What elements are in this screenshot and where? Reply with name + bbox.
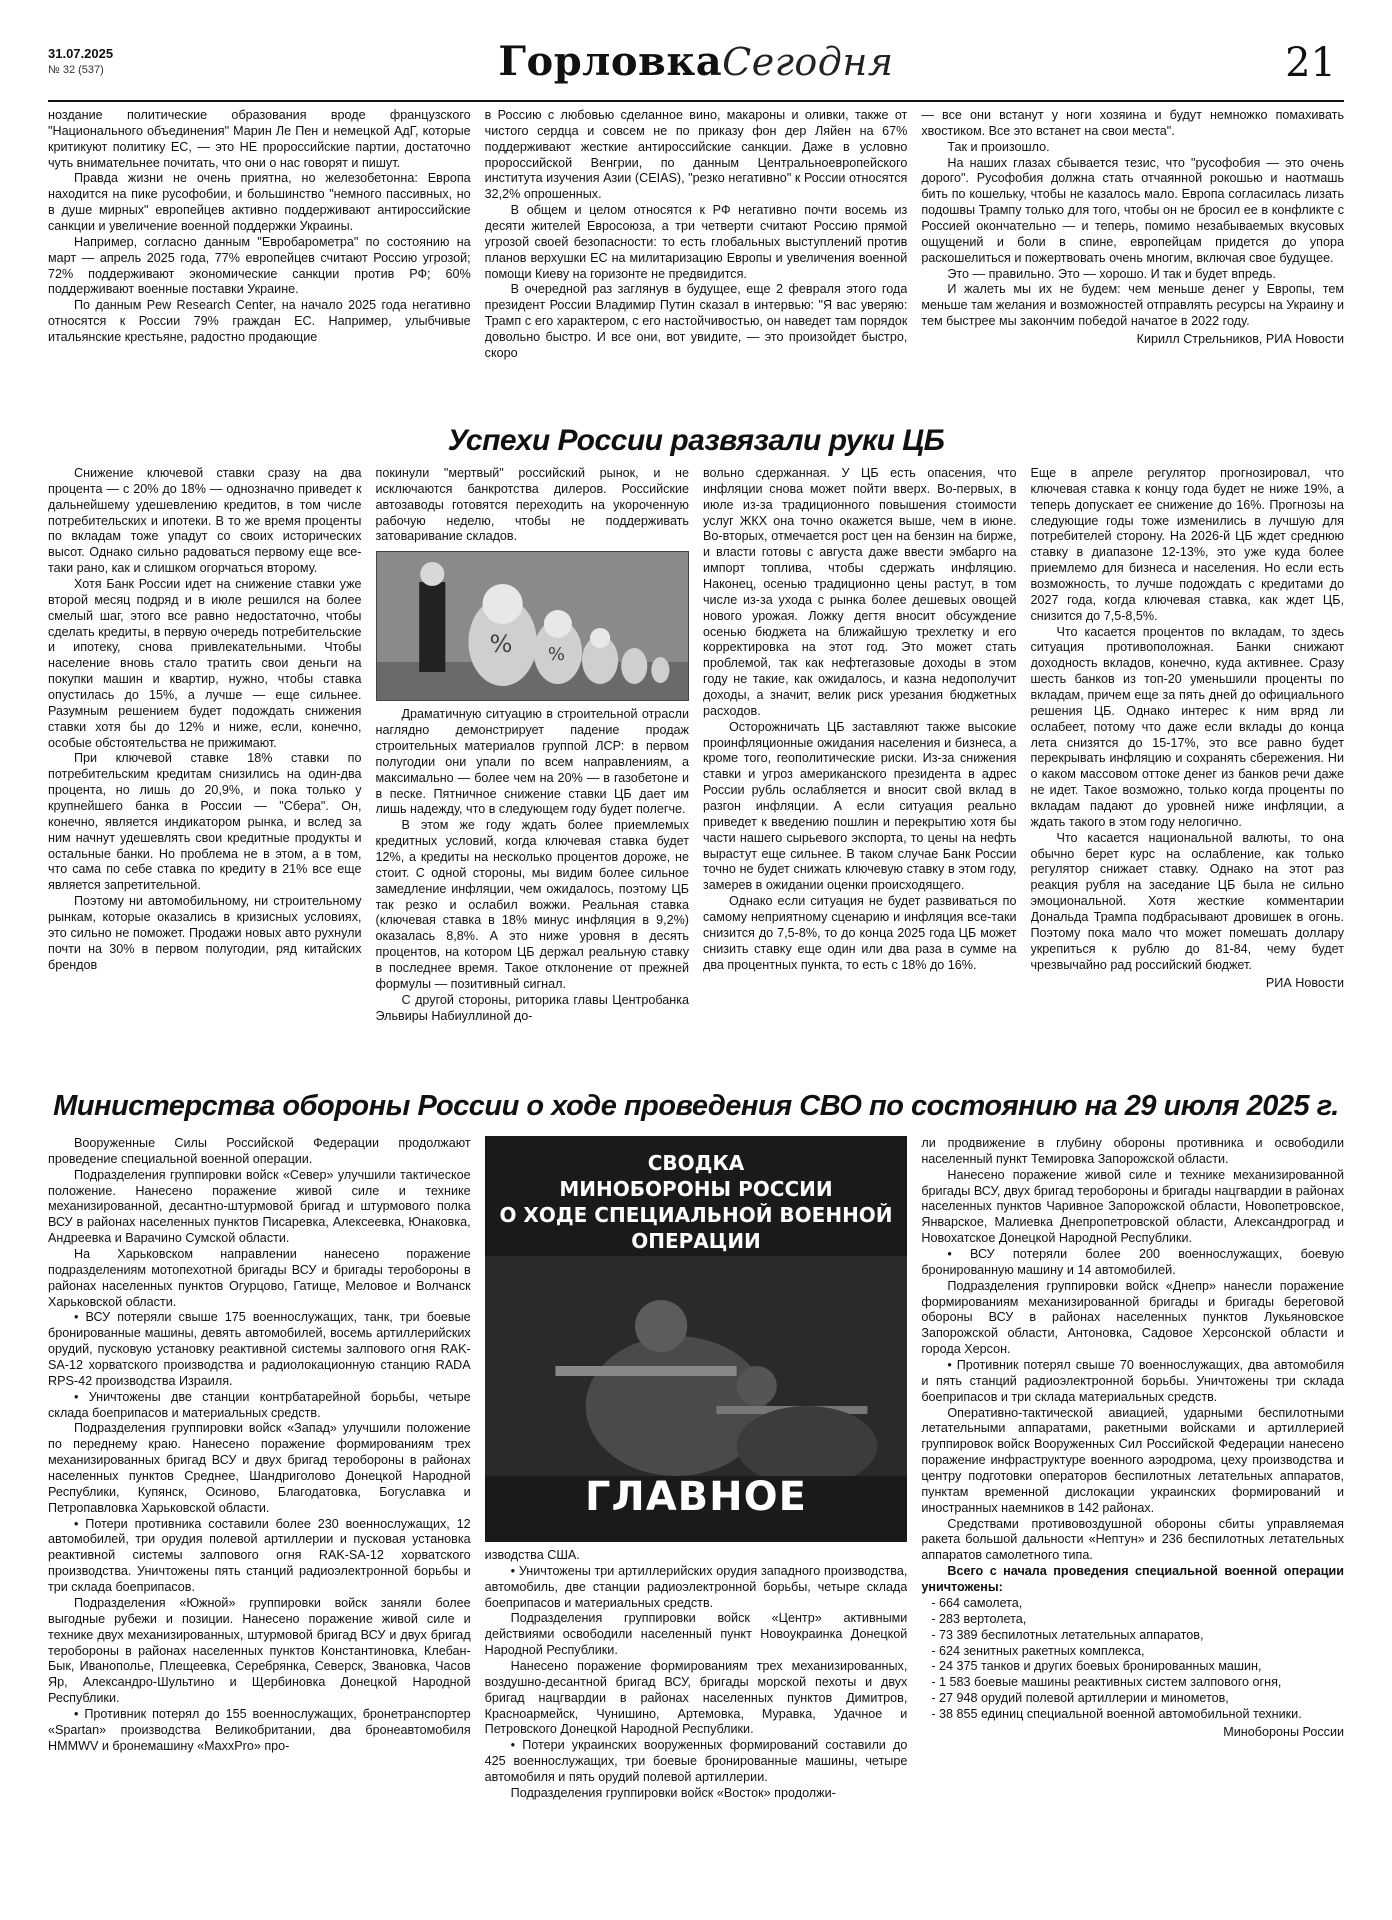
mod-article [48, 1090, 1344, 1910]
paragraph: изводства США. [484, 1548, 580, 1562]
masthead [48, 38, 1344, 85]
mod-article-col-3 [921, 1136, 1344, 1906]
paragraph: Оперативно-тактической авиацией, ударными беспилотными летательными аппаратами, ракетными войсками и артиллерией группировок войск Вооруженных Сил Российской Федерации нанесено поражение инфраструктуре военного аэродрома, цеху производства и центру подготовки операторов беспилотных летательных аппаратов, пунктам временной дислокации украинских формирований и иностранных наемников в 142 районах. [921, 1405, 1345, 1515]
paragraph: Подразделения группировки войск «Запад» улучшили положение по переднему краю. Нанесено поражение формированиям трех механизированных бригад ВСУ и двух бригад теробороны в районах населенных пунктов Среднее, Шандриголово Донецкой Народной Республики, Купянск, Осиново, Благодатовка, Богуславка и Петропавловка Харьковской области. [48, 1421, 471, 1515]
top-article-col-3 [921, 108, 1344, 422]
matryoshka-illustration [377, 552, 689, 701]
totals-list [931, 1596, 1344, 1723]
masthead-subtitle: Сегодня [722, 40, 894, 84]
paragraph: В очередной раз заглянув в будущее, еще 2 февраля этого года президент России Владимир Путин сказал в интервью: "Я вас уверяю: Трамп с его характером, с его настойчивостью, он наведет там порядок довольно быстро. И все они, вот увидите, — это произойдет быстро, скоро [484, 282, 908, 360]
paragraph: Что касается процентов по вкладам, то здесь ситуация противоположная. Банки снижают доходность вкладов, конечно, куда активнее. Сразу шесть банков из топ-20 уменьшили проценты по вкладам, причем еще за пять дней до официального решения ЦБ. Однако интерес к ним вряд ли ослабеет, потому что даже если вклады до конца лета снизятся до 15-17%, это все равно будет перекрывать инфляцию и сохранять сбережения. Ни о каком массовом оттоке денег из банков речи даже не идет. Такое возможно, только когда проценты по вкладам падают до уровней ниже инфляции, а ждать такого в этом году нелогично. [1030, 624, 1344, 829]
paragraph: — все они встанут у ноги хозяина и будут немножко помахивать хвостиком. Все это встанет на свои места". [921, 108, 1345, 138]
issue-number: № 32 (537) [48, 64, 104, 76]
top-article-col-1 [48, 108, 471, 422]
paragraph: • Противник потерял свыше 70 военнослужащих, два автомобиля и пять станций радиоэлектронной борьбы. Уничтожены три склада боеприпасов и три склада материальных средств. [921, 1358, 1345, 1404]
list-item: - 73 389 беспилотных летательных аппаратов, [931, 1627, 1204, 1642]
list-item: - 624 зенитных ракетных комплекса, [931, 1643, 1145, 1658]
paragraph: В этом же году ждать более приемлемых кредитных условий, когда ключевая ставка будет 12%, а кредиты на несколько процентов дороже, не стоит. С одной стороны, мы видим более сильное замедление инфляции, чем ожидалось, поэтому ЦБ так резко и ослабил вожжи. Реальная ставка (ключевая ставка в 18% минус инфляция в 9,2%) оказалась 8,8%. А это ниже уровня в десять процентов, на котором ЦБ держал реальную ставку в последнее время. Такое отклонение от прежней формулы — позитивный сигнал. [375, 818, 689, 991]
paragraph: Нанесено поражение живой силе и технике механизированной бригады ВСУ, двух бригад теробороны и бригады нацгвардии в районах населенных пунктов Чаривное Запорожской области, Новопетровское, Январское, Малиевка Днепропетровской области, Александроград и Новохатское Донецкой Народной Республики. [921, 1167, 1345, 1246]
paragraph: Так и произошло. [947, 139, 1050, 154]
list-item: - 664 самолета, [931, 1595, 1023, 1610]
banner-main-label: ГЛАВНОЕ [585, 1473, 807, 1520]
paragraph: На наших глазах сбывается тезис, что "русофобия — это очень дорого". Русофобия должна стать отчаянной рокошью и наотмашь бить по кошельку, чтобы не казалось мало. Европа согласилась лизать подошвы Трампу только для того, чтобы он не бросил ее в конфликте с Россией окончательно — и теперь, помимо незабываемых вкусовых ощущений и боли в спине, европейцам придется до упора раскошелиться и пожертвовать очень многим, включая свое будущее. [921, 155, 1345, 265]
paragraph: • Уничтожены две станции контрбатарейной борьбы, четыре склада боеприпасов и материальных средств. [48, 1389, 471, 1420]
svg-text:%: % [547, 644, 565, 666]
paragraph: в Россию с любовью сделанное вино, макароны и оливки, также от чистого сердца и совсем не по приказу фон дер Ляйен на 67% поддерживают жесткие антироссийские санкции. Даже в условно пророссийской Венгрии, по данным Центральноевропейского института изучения Азии (CEIAS), "резко негативно" к России относятся 32,2% опрошенных. [484, 108, 908, 202]
paragraph: Подразделения группировки войск «Центр» активными действиями освободили населенный пункт Новоукраинка Донецкой Народной Республики. [484, 1611, 908, 1658]
mod-article-col-2 [485, 1136, 908, 1906]
list-item: - 27 948 орудий полевой артиллерии и минометов, [931, 1691, 1229, 1706]
totals-title: Всего с начала проведения специальной военной операции уничтожены: [921, 1564, 1345, 1595]
cb-article-photo [376, 551, 690, 701]
paragraph: вольно сдержанная. У ЦБ есть опасения, что инфляции снова может пойти вверх. Во-первых, в июле из-за традиционного повышения стоимости услуг ЖКХ она точно окажется выше, чем в июне. Во-вторых, отмечается рост цен на бензин на бирже, и власти готовы с августа даже ввести эмбарго на импорт топлива, чтобы сдержать инфляцию. Наконец, осенью традиционно цены растут, в том числе из-за ухода с рынка более дешевых овощей нового урожая. Ложку дегтя вносит обсуждение осенью бюджета на ближайшую трехлетку и его корректировка на этот год. Это может стать проблемой, так как нефтегазовые доходы в этом году не такие, как ожидалось, и казна недополучит доходы, а значит, велик риск урезания бюджетных расходов. [703, 466, 1017, 718]
paragraph: Что касается национальной валюты, то она обычно берет курс на ослабление, как только регулятор снижает ставку. Однако на этот раз реакция рубля на заседание ЦБ была не сильно эмоциональной. Хотя жесткие комментарии Дональда Трампа подбрасывают дровишек в огонь. Поэтому пока мало что может помешать доллару укрепиться к рублю до 81-84, чему будет чрезвычайно рад российский бюджет. [1030, 830, 1344, 972]
paragraph: Поэтому ни автомобильному, ни строительному рынкам, которые оказались в кризисных условиях, это сильно не поможет. Продажи новых авто рухнули почти на 30% в первом полугодии, ряд китайских брендов [48, 894, 362, 972]
list-item: - 1 583 боевые машины реактивных систем залпового огня, [931, 1675, 1282, 1690]
paragraph: Еще в апреле регулятор прогнозировал, что ключевая ставка к концу года будет не ниже 19%, а теперь допускает ее снижение до 16%. Прогнозы на следующие годы тоже изменились в лучшую для потребителей сторону. На 2026-й ЦБ ждет среднюю ставку в диапазоне 12-13%, это уже куда более приемлемо для бизнеса и населения. Но если есть возможность, то лучше подождать с кредитами до 2027 года, когда ключевая ставка, как ждет ЦБ, снизится до 7,5-8,5%. [1030, 466, 1344, 623]
paragraph: По данным Pew Research Center, на начало 2025 года негативно относятся к России 79% граждан ЕС. Например, улыбчивые итальянские крестьяне, радостно продающие [48, 298, 471, 345]
soldiers-illustration [485, 1256, 908, 1476]
paragraph: • Противник потерял до 155 военнослужащих, бронетранспортер «Spartan» производства Великобритании, два бронеавтомобиля HMMWV и бронемашину «MaxxPro» про- [48, 1706, 471, 1753]
paragraph: • Потери украинских вооруженных формирований составили до 425 военнослужащих, три боевые бронированные машины, четыре автомобиля и пять орудий полевой артиллерии. [484, 1738, 908, 1785]
mod-summary-banner [485, 1136, 908, 1542]
list-item: - 38 855 единиц специальной военной автомобильной техники. [931, 1706, 1302, 1721]
top-article-col-2 [485, 108, 908, 422]
cb-article-col-4 [1031, 466, 1345, 1080]
cb-article-signature: РИА Новости [1265, 975, 1344, 990]
issue-date: 31.07.2025 [48, 46, 114, 61]
paragraph: Например, согласно данным "Евробарометра" по состоянию на март — апрель 2025 года, 77% европейцев считают Россию угрозой; 72% поддерживают экономические санкции против РФ; 60% поддерживают военные поставки Украине. [48, 234, 471, 297]
paragraph: ноздание политические образования вроде французского "Национального объединения" Марин Ле Пен и немецкой АдГ, которые критикуют политику ЕС, — это НЕ пророссийские партии, достаточно чуть внимательнее почитать, что они о нас говорят и пишут. [48, 108, 471, 170]
paragraph: покинули "мертвый" российский рынок, и не исключаются банкротства дилеров. Российские автозаводы готовятся переходить на укороченную рабочую неделю, чтобы не поддерживать затоваривание складов. [375, 466, 689, 544]
list-item: - 24 375 танков и других боевых бронированных машин, [931, 1659, 1262, 1674]
paragraph: Подразделения группировки войск «Днепр» нанесли поражение формированиям механизированной бригады и бригады береговой обороны ВСУ в районах населенных пунктов Лукьяновское Запорожской области, Антоновка, Садовое Херсонской области и города Херсон. [921, 1278, 1345, 1357]
paragraph: Осторожничать ЦБ заставляют также высокие проинфляционные ожидания населения и бизнеса, а кроме того, геополитические риски. Из-за снижения ставки и угроз американского президента в адрес России рубль ослабляется и вносит свой вклад в разгон инфляции. А если ситуация реально приведет к введению пошлин и перекрытию хотя бы части нашего сырьевого экспорта, то цены на нефть вырастут еще сильнее. В таком случае Банк России точно не будет снижать ключевую ставку в этом году, замерев в ожидании оценки происходящего. [703, 719, 1017, 893]
top-article-signature: Кирилл Стрельников, РИА Новости [1136, 332, 1345, 347]
paragraph: Подразделения группировки войск «Восток» продолжи- [510, 1785, 836, 1800]
banner-heading [485, 1150, 908, 1254]
paragraph: Средствами противовоздушной обороны сбиты управляемая ракета большой дальности «Нептун» и 236 беспилотных летательных аппаратов самолетного типа. [921, 1516, 1345, 1563]
paragraph: Снижение ключевой ставки сразу на два процента — с 20% до 18% — однозначно приведет к дальнейшему удешевлению кредитов, в том числе потребительских и ипотеки. В то же время проценты по вкладам тоже упадут со своих исторических высот. Однако сильно радоваться первому еще все-таки рано, как и слишком огорчаться второму. [48, 466, 362, 576]
top-article [48, 108, 1344, 422]
cb-article-headline: Успехи России развязали руки ЦБ [447, 424, 945, 457]
banner-line: О ХОДЕ СПЕЦИАЛЬНОЙ ВОЕННОЙ ОПЕРАЦИИ [499, 1203, 893, 1253]
banner-line: СВОДКА [647, 1151, 745, 1175]
mod-article-signature: Минобороны России [1223, 1724, 1345, 1739]
paragraph: На Харьковском направлении нанесено поражение подразделениям мотопехотной бригады ВСУ и бригады теробороны в районах населенных пунктов Огурцово, Гатище, Меловое и Волчанск Харьковской области. [48, 1247, 471, 1309]
paragraph: Хотя Банк России идет на снижение ставки уже второй месяц подряд и в июле решился на более смелый шаг, этого все равно недостаточно, чтобы сделать кредиты, в первую очередь потребительские и ипотеку, снова привлекательными. Чтобы население вновь стало тратить свои деньги на покупки машин и квартир, нужно, чтобы ставка опустилась до 15%, а лучше — еще сильнее. Разумным решением будет подождать снижения ставки хотя бы до 12% и ниже, если, конечно, особые обстоятельства не прижимают. [48, 577, 362, 750]
svg-text:%: % [489, 630, 512, 659]
masthead-title: Горловка [498, 38, 723, 85]
cb-article [48, 424, 1344, 1084]
paragraph: Это — правильно. Это — хорошо. И так и будет впредь. [947, 266, 1276, 281]
paragraph: Подразделения «Южной» группировки войск заняли более выгодные рубежи и позиции. Нанесено поражение живой силе и технике двух механизированных, штурмовой бригад ВСУ и двух бригад теробороны в районах населенных пунктов Константиновка, Клебан-Бык, Иванополье, Плещеевка, Серебрянка, Северск, Звановка, Часов Яр, Александро-Шультино и Щербиновка Донецкой Народной Республики. [48, 1595, 471, 1706]
paragraph: При ключевой ставке 18% ставки по потребительским кредитам снизились на один-два процента, но лишь до 20,9%, и пока только у крупнейшего банка в России — "Сбера". Он, конечно, является индикатором рынка, и вслед за ним начнут удешевлять свои кредитные продукты и остальные банки. Но проблема не в этом, а в том, что сама по себе ставка по кредиту в 21% все еще является запретительной. [48, 751, 362, 893]
paragraph: Подразделения группировки войск «Север» улучшили тактическое положение. Нанесено поражение живой силе и технике механизированной, десантно-штурмовой бригад и штурмового полка ВСУ в районах населенных пунктов Писаревка, Алексеевка, Юнаковка, Андреевка и Варачино Сумской области. [48, 1167, 471, 1246]
paragraph: • Потери противника составили более 230 военнослужащих, 12 автомобилей, три орудия полевой артиллерии и пусковая установка реактивной системы залпового огня RAK-SA-12 хорватского производства. Уничтожены пять станций радиоэлектронной борьбы и три склада боеприпасов. [48, 1516, 471, 1595]
paragraph: Правда жизни не очень приятна, но железобетонна: Европа находится на пике русофобии, и большинство "немного пассивных, но в душе мирных" европейцев активно поддерживают антироссийские санкции и увеличение военной поддержки Украины. [48, 171, 471, 234]
paragraph: ли продвижение в глубину обороны противника и освободили населенный пункт Темировка Запорожской области. [921, 1136, 1345, 1166]
paragraph: Нанесено поражение формированиям трех механизированных, воздушно-десантной бригад ВСУ, бригады морской пехоты и двух бригад нацгвардии в районах населенных пунктов Димитров, Красноармейск, Чунишино, Артемовка, Муравка, Удачное и Петровского Донецкой Народной Республики. [484, 1659, 908, 1737]
banner-line: МИНОБОРОНЫ РОССИИ [559, 1177, 833, 1201]
paragraph: В общем и целом относятся к РФ негативно почти восемь из десяти жителей Евросоюза, а три четверти считают Россию прямой угрозой своей безопасности: то есть глобальных выступлений против планов верхушки ЕС на милитаризацию Европы и увеличения военной помощи Киеву на горизонте не предвидится. [484, 203, 908, 281]
list-item: - 283 вертолета, [931, 1611, 1027, 1626]
cb-article-col-3 [703, 466, 1017, 1080]
paragraph: И жалеть мы их не будем: чем меньше денег у Европы, тем меньше там желания и возможностей отправлять ресурсы на Украину и тем быстрее мы закончим победой начатое в 2022 году. [921, 282, 1345, 329]
header-rule [48, 100, 1344, 102]
paragraph: Вооруженные Силы Российской Федерации продолжают проведение специальной военной операции. [48, 1136, 471, 1166]
page-number: 21 [1285, 40, 1336, 86]
page-header [48, 38, 1344, 102]
paragraph: • ВСУ потеряли свыше 175 военнослужащих, танк, три боевые бронированные машины, девять автомобилей, восемь артиллерийских орудий, пусковую установку реактивной системы залпового огня RAK-SA-12 хорватского производства и радиолокационную станцию RADA RPS-42 производства Израиля. [48, 1310, 471, 1388]
paragraph: Однако если ситуация не будет развиваться по самому неприятному сценарию и инфляция все-таки снизится до 7,5-8%, то до конца 2025 года ЦБ может снизить ставку еще один или два раза в сумме на два процентных пункта, то есть с 18% до 16%. [703, 894, 1017, 972]
paragraph: • ВСУ потеряли более 200 военнослужащих, боевую бронированную машину и 14 автомобилей. [921, 1247, 1345, 1277]
mod-article-col-1 [48, 1136, 471, 1906]
mod-article-headline: Министерства обороны России о ходе проведения СВО по состоянию на 29 июля 2025 г. [53, 1090, 1339, 1122]
paragraph: Драматичную ситуацию в строительной отрасли наглядно демонстрирует падение продаж строительных материалов группой ЛСР: в первом полугодии они упали по всем направлениям, а максимально — более чем на 20% — в газобетоне и в песке. Пятничное снижение ставки ЦБ дает им лишь надежду, что в следующем году будет полегче. [375, 707, 689, 817]
paragraph: С другой стороны, риторика главы Центробанка Эльвиры Набиуллиной до- [375, 992, 689, 1023]
cb-article-col-2 [376, 466, 690, 1080]
cb-article-col-1 [48, 466, 362, 1080]
paragraph: • Уничтожены три артиллерийских орудия западного производства, автомобиль, две станции радиоэлектронной борьбы, четыре склада боеприпасов и материальных средств. [484, 1563, 908, 1610]
